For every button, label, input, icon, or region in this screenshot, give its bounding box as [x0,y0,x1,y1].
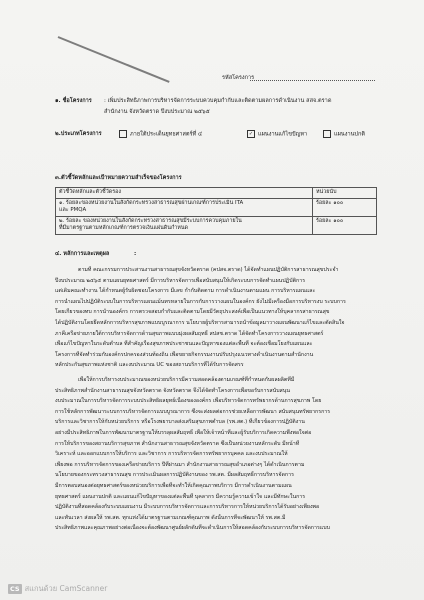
paragraph-line: ได้ปฏิบัติงานโดยยึดหลักการบริหารสุขภาพแบบบูรณาการ นโยบายผู้บริหารสามารถนำข้อมูลมาวางแผนพัฒนาแก้ไขและตัดสินใจ [55,320,345,326]
paragraph-line: การนำแผนไปปฏิบัติระบบในการบริหารแผนแม้นทรหลายในการกับการวางแผนในองค์กร ยังไม่มีเครื่องมือการบริหารงบ ระบบการ [55,298,346,305]
paragraph-line: โดยเกี่ยวของทบ การนำนองค์กร การตรวจสอบกำกับและติดตามโดยมีวัตถุประสงค์เพื่อเป็นแนวทางให้บุคลากรสาธารณสุข [55,309,330,316]
paragraph-line: ปฏิบัติงานที่สอดคล้องกับระบบแผนงาน มีระบบการบริหารจัดการและการบริหารการให้หน่วยบริการได้รับอย่างเพียงพอ [55,504,320,511]
watermark-text: สแกนด้วย CamScanner [24,584,108,593]
section1-label: ๑. ชื่อโครงการ [55,98,92,104]
paragraph-line: งบประมาณในการบริหารจัดการระบบประสิทธิผลยุทธ์เนื่องขององค์กร เพื่อบริหารจัดการทรัพยากรด้านการสุขภาพ โดย [55,398,322,405]
section2-label: ๒.ประเภทโครงการ [55,131,102,137]
section3-label: ๓.ตัวชี้วัดหลักและเป้าหมายความสำเร็จของโครงการ [55,175,182,181]
paragraph-line: ปีงบประมาณ ๒๕๖๕ ตามแผนยุทธศาสตร์ มีการบริหารจัดการเพื่อสนับสนุนให้เกิดระบบการจัดทำแผนปฏิบัติการ [55,277,306,284]
project-code-label: รหัสโครงการ [222,75,255,81]
paragraph-line: และทันเวลา ส่งผลให้ รพ.สต. ทุกแห่งได้มาตรฐานตามเกณฑ์คุณภาพ ดังนั้นการที่จะพัฒนาให้ รพ.สต.มี [55,514,286,521]
paragraph-line: ตามที่ คณะกรรมการประสานงานสาธารณสุขจังหวัดตราด (คปสจ.ตราด) ได้จัดทำแผนปฏิบัติการสาธารณสุขประจำ [78,267,339,273]
project-type-option-1 [116,130,202,139]
indicator-text: และ PMQA [59,207,87,213]
paragraph-line: เพียงพอ การบริหารจัดการของเครือข่ายบริการ ปีที่ผ่านมา สำนักงานสาธารณสุขอำเภอต่างๆ ได้ดำเนินการตาม [55,461,305,468]
paragraph-line: หลักประกันสุขภาพแห่งชาติ และงบประมาณ UC ของสถานบริการที่ได้รับการจัดสรร [55,362,244,369]
paragraph-line: บริการและวิชาการให้กับหน่วยบริการ หรือโรงพยาบาลส่งเสริมสุขภาพตำบล (รพ.สต.) ที่เกี่ยวข้องการปฏิบัติงาน [55,419,305,426]
project-name-line1: : เพิ่มประสิทธิภาพการบริหารจัดการระบบควบคุมกำกับและติดตามผลการดำเนินงาน สสจ.ตราด [104,98,332,104]
section4-label: ๔. หลักการและเหตุผล [55,251,110,257]
indicator-cell [56,198,313,216]
paragraph-line: ภาคีเครือข่ายภายใต้การบริหารจัดการด้านสุขภาพแบบมุ่งผลสัมฤทธิ์ สปสช.ตราด ได้จัดทำโครงการวางแผนยุทธศาสตร์ [55,330,324,337]
checkbox-icon [323,130,331,138]
project-name-line2: สำนักงาน จังหวัดตราด ปีงบประมาณ ๒๕๖๕ [104,109,210,115]
project-type-option-2 [244,130,307,139]
paragraph-line: ประสิทธิภาพและคุณภาพอย่างต่อเนื่องจะต้องพัฒนาศูนย์ผลักดันที่จะดำเนินการให้สอดคล้องกับระบบการบริหารจัดการแบบ [55,525,330,532]
paragraph-line: เพื่อให้การบริหารงบประมาณของหน่วยบริการมีความสอดคล้องตามเกณฑ์ที่กำหนดกับผลผลิตที่มี [78,377,295,383]
paragraph-line: นโยบายของกระทรวงสาธารณสุข การประเมินผลการปฏิบัติงานของ รพ.สต. มีผลสัมฤทธิ์การบริหารจัดการ [55,472,294,479]
table-header-row [56,188,377,199]
indicator-text: ๒. ร้อยละ ของหน่วยงานในสังกัดกระทรวงสาธารณสุขมีระบบการควบคุมภายใน [59,217,242,224]
paragraph-line: วิเคราะห์ และออกแบบการให้บริการ และวิชาการ การบริหารจัดการทรัพยากรบุคคล และงบประมาณให้ [55,451,288,458]
pen-stroke [58,36,170,83]
scanner-watermark [8,583,107,595]
paragraph-line: ยุทธศาสตร์ แผนงานปกติ และแผนแก้ไขปัญหาของแต่ละพื้นที่ บุคลากร มีความรู้ความเข้าใจ และมีทักษะในการ [55,493,306,500]
unit-cell: ร้อยละ ๑๐๐ [313,198,377,216]
paragraph-line: เพื่อแก้ไขปัญหาในระดับตำบล ที่สำคัญเรื่องสุขภาพประชาชนและปัญหาของแต่ละพื้นที่ จะต้องเชื่อมโยงกับแผนและ [55,341,313,348]
option-label: แผนงานปกติ [334,131,365,138]
paragraph-line: โครงการที่จัดทำร่วมกับองค์กรปกครองส่วนท้องถิ่น เพื่อขยายกิจกรรมงานปรับปรุงแนวทางดำเนินงานตามสำนักงาน [55,351,314,358]
checkbox-checked-icon: ✓ [248,131,254,137]
option-label: แผนงานแก้ไขปัญหา [258,131,308,138]
paragraph-line: อย่างมีประสิทธิภาพในการพัฒนามาตรฐานให้บรรลุผลสัมฤทธิ์ เพื่อให้เจ้าหน้าที่และผู้รับบริการเกิดความพึงพอใจต่อ [55,430,312,436]
indicator-table [55,187,377,235]
indicator-text: ๑. ร้อยละของหน่วยงานในสังกัดกระทรวงสาธารณสุขผ่านเกณฑ์การประเมิน ITA [59,199,244,206]
section4-colon: : [134,251,137,257]
indicator-text: ที่มีมาตรฐานตามหลักเกณฑ์การตรวจเงินแผ่นดินกำหนด [59,225,189,231]
paragraph-line: มีการตอบสนองต่อยุทธศาสตร์ของหน่วยบริการเพื่อที่จะทำให้เกิดคุณภาพบริการ มีการดำเนินงานตามแผน [55,483,292,489]
paragraph-line: การให้บริการของสถานบริการสุขภาพ สำนักงานสาธารณสุขจังหวัดตราด ซึ่งเป็นหน่วยงานหลักระดับ มีหน้าที่ [55,440,300,447]
unit-cell: ร้อยละ ๑๐๐ [313,216,377,234]
table-row [56,216,377,234]
option-label: ภายใต้ประเด็นยุทธศาสตร์ที่ ๔ [130,131,203,138]
paragraph-line: แต่เดิมคณะทำงาน ได้กำหนดผู้รับผิดชอบโครงการ มีเลข กำกับติดตาม การดำเนินงานตามแผน การบริหารแผนและ [55,288,316,295]
checkbox-icon [119,130,127,138]
paragraph-line: การใช้หลักการพัฒนาระบบการบริหารจัดการแบบบูรณาการ ซึ่งจะส่งผลต่อการช่วยเหลือการพัฒนา สนับสนุนทรัพยากรการ [55,408,331,415]
camscanner-logo-icon: CS [10,585,20,593]
col-unit-header: หน่วยนับ [313,188,377,199]
project-code-underline [250,80,375,81]
project-type-option-3 [320,130,365,139]
indicator-cell [56,216,313,234]
col-indicator-header: ตัวชี้วัดหลักและตัวชี้วัดรอง [56,188,313,199]
table-row [56,198,377,216]
paragraph-line: ประสิทธิภาพสำนักงานสาธารณสุขจังหวัดตราด จังหวัดตราด จึงได้จัดทำโครงการเพื่อขอรับการสนับสนุน [55,387,291,394]
